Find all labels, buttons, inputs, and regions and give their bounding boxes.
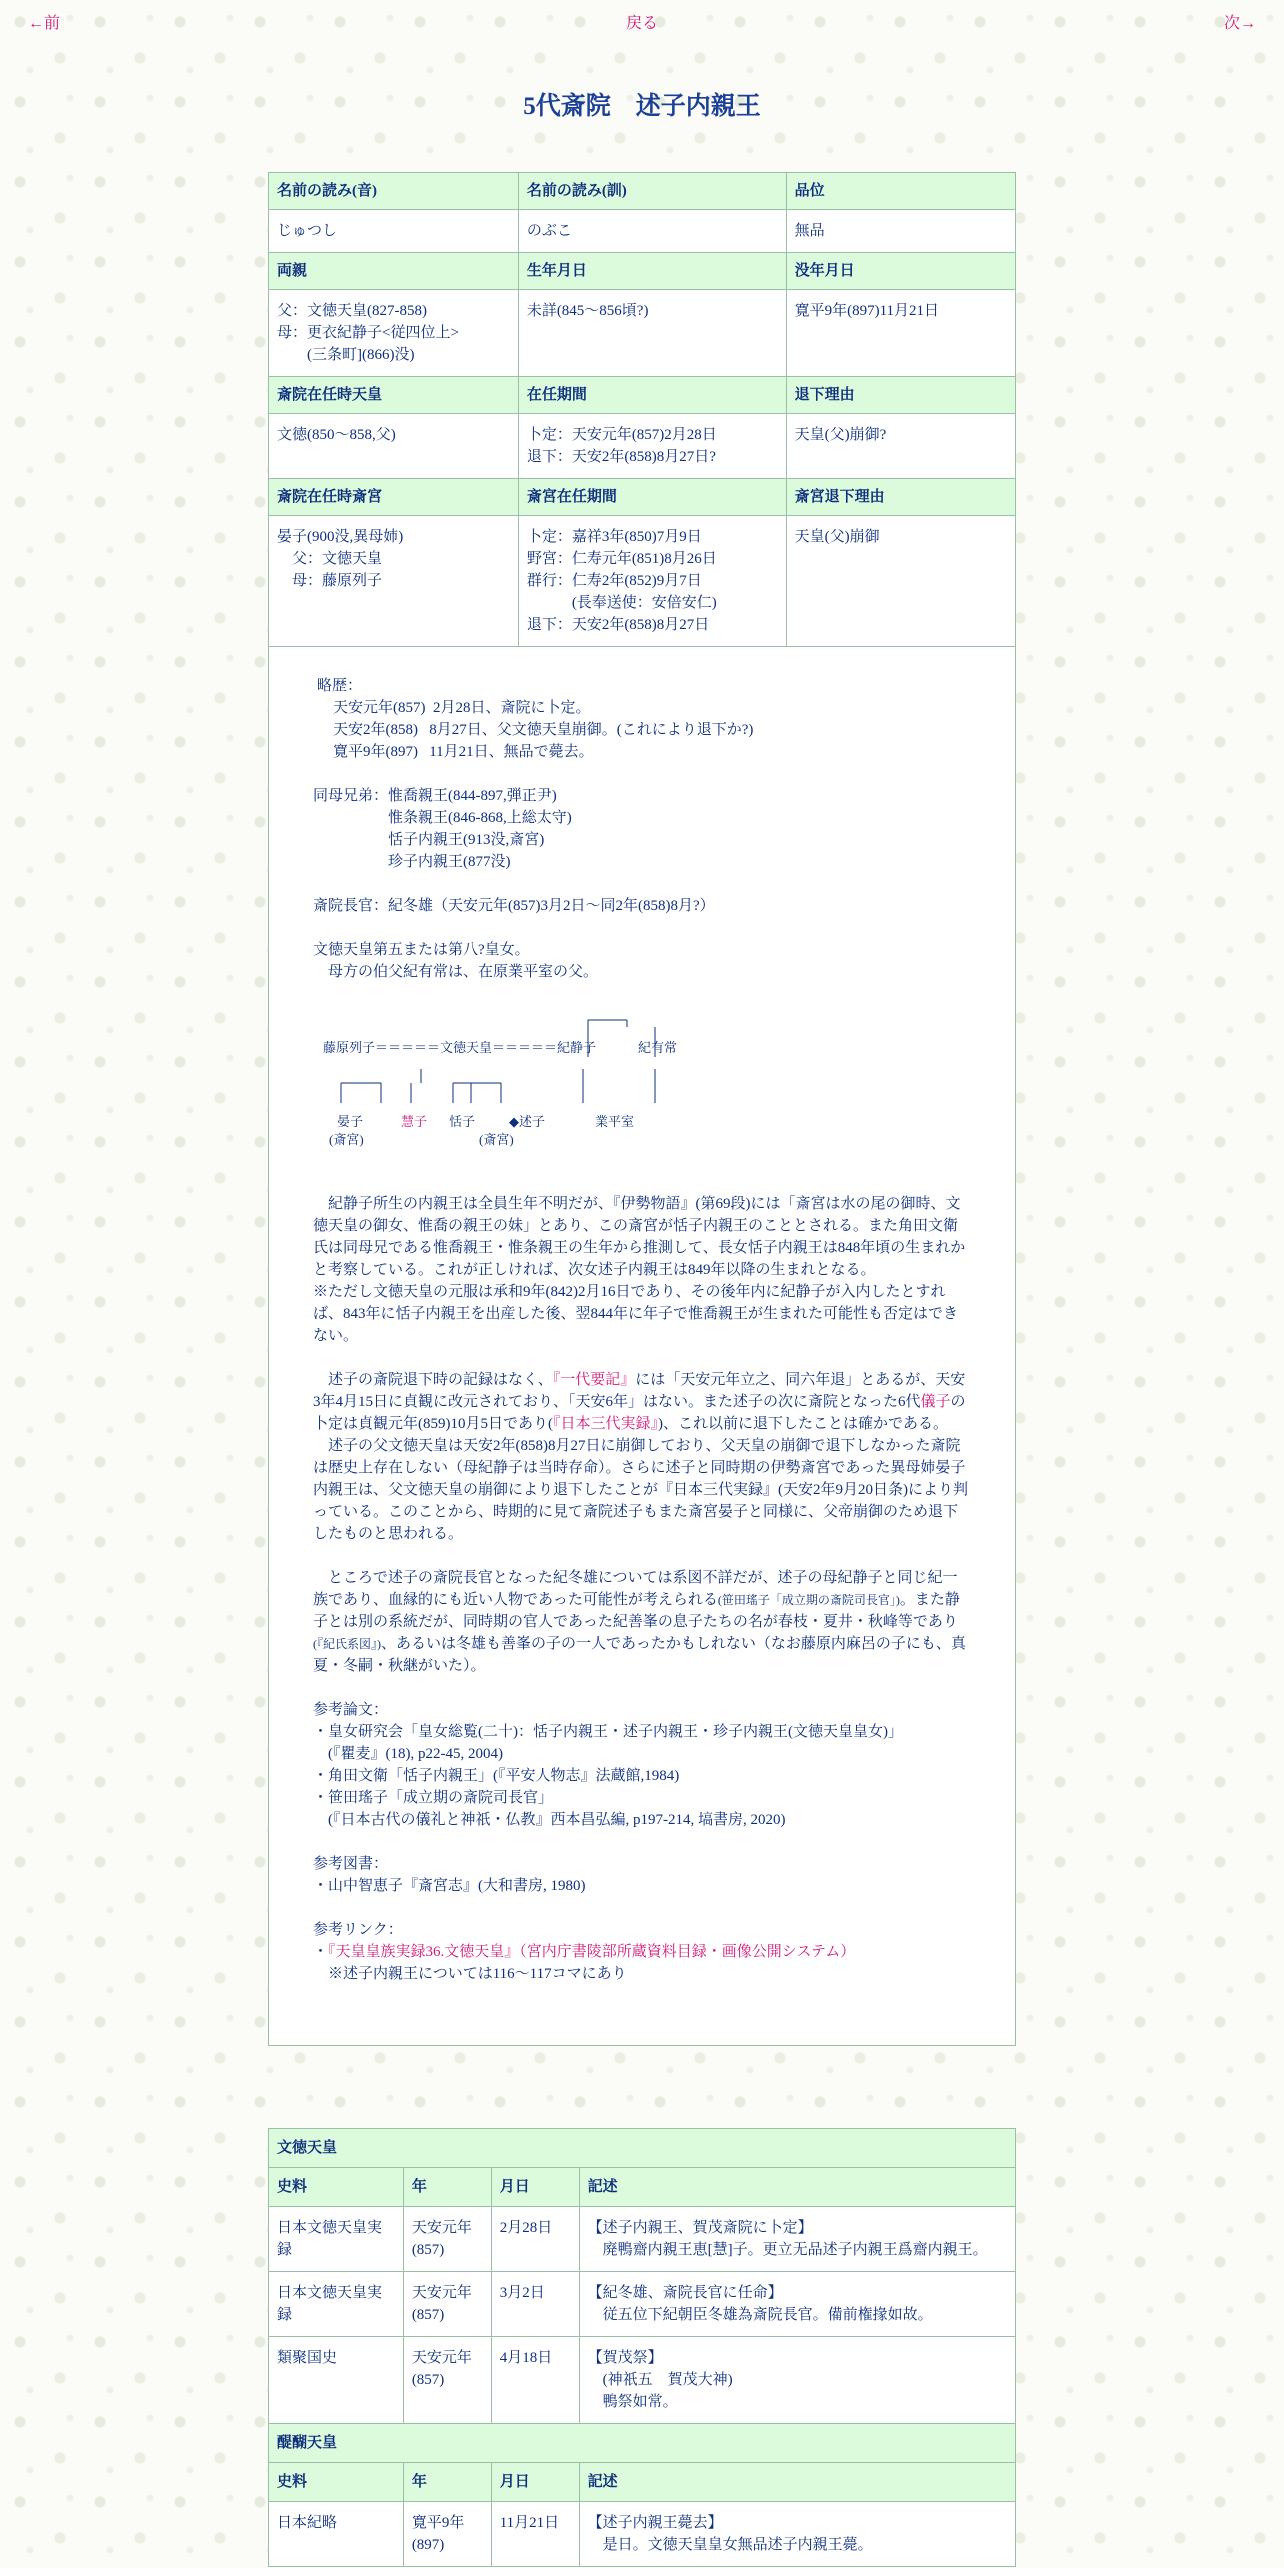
record-year: 天安元年(857) [403,2272,491,2337]
ref-line: (『瞿麦』(18), p22-45, 2004) [313,1746,503,1762]
node-anshi: 晏子 [337,1114,364,1129]
saigu-line: 父：文徳天皇 [277,551,383,567]
col-source: 史料 [269,2463,404,2502]
p4-note2: (『紀氏系図』) [313,1637,381,1651]
history [313,675,971,763]
siblings [313,785,971,873]
sibling: 珍子内親王(877没) [388,854,511,870]
saigu [269,516,519,647]
col-desc: 記述 [579,2463,1015,2502]
header-name-kun: 名前の読み(訓) [518,173,786,210]
node-yasuko: 恬子 [449,1114,476,1129]
record-date: 2月28日 [491,2207,579,2272]
info-table [268,172,1016,2046]
node-keishi[interactable]: 慧子 [401,1114,428,1129]
saigu-line: 母：藤原列子 [277,573,383,589]
retire: 天皇(父)崩御? [786,414,1015,479]
record-text: 是日。文徳天皇皇女無品述子内親王薨。 [602,2537,873,2553]
ichidai-link[interactable]: 『一代要記』 [552,1372,636,1388]
gishi-link[interactable]: 儀子 [920,1394,951,1410]
node-nobuko: ◆述子 [509,1114,545,1129]
biography [269,647,1016,2046]
record-year: 天安元年(857) [403,2207,491,2272]
node-resshi: 藤原列子＝＝＝＝＝文徳天皇＝＝＝＝＝紀静子 [323,1040,597,1055]
paragraph-1 [313,1193,971,1347]
header-saigu-term: 斎宮在任期間 [518,479,786,516]
p1b: ※ただし文徳天皇の元服は承和9年(842)2月16日であり、その後年内に紀静子が入内したとすれば、843年に恬子内親王を出産した後、翌844年に年子で惟喬親王が生まれた可能性も否定はできない。 [313,1284,959,1344]
genealogy-lines [323,1005,763,1175]
history-line: 天安元年(857) 2月28日、斎院に卜定。 [333,700,591,716]
ref-line: ・角田文衛「恬子内親王」(『平安人物志』法蔵館,1984) [313,1768,680,1784]
col-date: 月日 [491,2463,579,2502]
record-source: 日本紀略 [269,2502,404,2567]
links [313,1919,971,1985]
col-date: 月日 [491,2168,579,2207]
name-kun: のぶこ [518,210,786,253]
record-text: 廃鴨齋内親王恵[慧]子。更立无品述子内親王爲齋内親王。 [602,2242,988,2258]
col-year: 年 [403,2168,491,2207]
kunaicho-link[interactable]: （宮内庁書陵部所蔵資料目録・画像公開システム） [519,1944,856,1960]
table-row [269,2337,1016,2424]
links-note: ※述子内親王については116～117コマにあり [313,1966,627,1982]
record-desc [579,2502,1015,2567]
refs [313,1699,971,1831]
node-anshi-note: (斎宮) [329,1132,364,1147]
mother-note: (三条町](866)没) [277,347,415,363]
record-desc [579,2272,1015,2337]
col-source: 史料 [269,2168,404,2207]
paragraph-2 [313,1369,971,1435]
node-narihira: 業平室 [595,1114,635,1129]
record-date: 11月21日 [491,2502,579,2567]
p4a: ところで述子の斎院長官となった紀冬雄については系図不詳だが、述子の母紀静子と同じ紀一族であり、血縁的にも近い人物であった可能性が考えられる [313,1570,958,1608]
sandai-link[interactable]: 『日本三代実録』 [553,1416,659,1432]
term-line: 卜定：天安元年(857)2月28日 [526,427,717,443]
header-term: 在任期間 [518,377,786,414]
emperor-heading: 文徳天皇 [269,2129,1016,2168]
history-line: 寛平9年(897) 11月21日、無品で薨去。 [333,744,594,760]
death: 寛平9年(897)11月21日 [786,290,1015,377]
jitsuroku-link[interactable]: 『天皇皇族実録36.文徳天皇』 [328,1944,520,1960]
p1: 紀静子所生の内親王は全員生年不明だが、『伊勢物語』(第69段)には「斎宮は水の尾の御時、文徳天皇の御女、惟喬の親王の妹」とあり、この斎宮が恬子内親王のこととされる。また角田文衛氏は同母兄である惟喬親王・惟条親王の生年から推測して、長女恬子内親王は848年頃の生まれかと考察している。これが正しければ、次女述子内親王は849年以降の生まれとなる。 [313,1196,966,1278]
p4b: 。また静子とは別の系統だが、同時期の官人であった紀善峯の息子たちの名が春枝・夏井・秋峰等であり [313,1592,960,1630]
header-rank: 品位 [786,173,1015,210]
ref-line: ・笹田瑤子「成立期の斎院司長官」 [313,1790,554,1806]
record-source: 類聚国史 [269,2337,404,2424]
record-title: 【紀冬雄、斎院長官に任命】 [587,2285,783,2301]
header-death: 没年月日 [786,253,1015,290]
header-birth: 生年月日 [518,253,786,290]
record-title: 【賀茂祭】 [587,2350,663,2366]
paragraph-3: 述子の父文徳天皇は天安2年(858)8月27日に崩御しており、父天皇の崩御で退下しなかった斎院は歴史上存在しない（母紀静子は当時存命）。さらに述子と同時期の伊勢斎宮であった異母姉晏子内親王は、父文徳天皇の崩御により退下したことが『日本三代実録』(天安2年9月20日条)により判っている。このことから、時期的に見て斎院述子もまた斎宮晏子と同様に、父帝崩御のため退下したものと思われる。 [313,1438,968,1542]
book-line: ・山中智恵子『斎宮志』(大和書房, 1980) [313,1878,586,1894]
records-table [268,2128,1016,2567]
p2d: )、これ以前に退下したことは確かである。 [658,1416,949,1432]
p4c: 、あるいは冬雄も善峯の子の一人であったかもしれない（なお藤原内麻呂の子にも、真夏・冬嗣・秋継がいた）。 [313,1636,966,1674]
p2b: には「天安元年立之、同六年退」とあるが、天安3年4月15日に貞観に改元されており、「天安6年」はない。また述子の次に斎院となった6代 [313,1372,966,1410]
ref-line: ・皇女研究会「皇女総覧(二十)：恬子内親王・述子内親王・珍子内親王(文徳天皇皇女)」 [313,1724,903,1740]
saigu-term-line: 群行：仁寿2年(852)9月7日 [526,573,702,589]
record-date: 4月18日 [491,2337,579,2424]
node-nobuko-note: (斎宮) [479,1132,514,1147]
genealogy-chart [323,1005,763,1175]
next-link[interactable]: 次→ [1223,15,1256,32]
record-desc [579,2207,1015,2272]
books [313,1853,971,1897]
header-emperor: 斎院在任時天皇 [269,377,519,414]
record-source: 日本文徳天皇実録 [269,2272,404,2337]
record-desc [579,2337,1015,2424]
header-saigu: 斎院在任時斎宮 [269,479,519,516]
link-bullet: ・ [313,1944,329,1960]
record-year: 天安元年(857) [403,2337,491,2424]
table-row [269,2502,1016,2567]
col-year: 年 [403,2463,491,2502]
prev-link[interactable]: ←前 [28,15,61,32]
term [518,414,786,479]
history-line: 天安2年(858) 8月27日、父文徳天皇崩御。(これにより退下か?) [333,722,754,738]
siblings-head: 同母兄弟： [313,788,389,804]
saigu-term-line: 野宮：仁寿元年(851)8月26日 [526,551,717,567]
ref-line: (『日本古代の儀礼と神祇・仏教』西本昌弘編, p197-214, 塙書房, 2020) [313,1812,786,1828]
record-text: (神祇五 賀茂大神) 鴨祭如常。 [602,2372,733,2410]
books-head: 参考図書： [313,1856,389,1872]
p4-note1: (笹田瑤子「成立期の斎院司長官」) [717,1593,900,1607]
page-title: 5代斎院 述子内親王 [523,93,761,120]
daughter-line: 文徳天皇第五または第八?皇女。 [313,942,530,958]
record-text: 従五位下紀朝臣冬雄為斎院長官。備前権掾如故。 [602,2307,933,2323]
saigu-term-line: 卜定：嘉祥3年(850)7月9日 [526,529,702,545]
header-retire: 退下理由 [786,377,1015,414]
father: 父：文徳天皇(827-858) [277,303,427,319]
record-source: 日本文徳天皇実録 [269,2207,404,2272]
rank: 無品 [786,210,1015,253]
name-on: じゅつし [269,210,519,253]
record-year: 寛平9年(897) [403,2502,491,2567]
term-line: 退下：天安2年(858)8月27日? [526,449,716,465]
chokan: 斎院長官：紀冬雄（天安元年(857)3月2日～同2年(858)8月?） [313,898,715,914]
record-date: 3月2日 [491,2272,579,2337]
saigu-line: 晏子(900没,異母姉) [277,529,404,545]
daughter-line: 母方の伯父紀有常は、在原業平室の父。 [313,964,599,980]
back-link[interactable]: 戻る [626,15,659,32]
sibling: 惟喬親王(844-897,弾正尹) [388,788,557,804]
record-title: 【述子内親王薨去】 [587,2515,723,2531]
parents [269,290,519,377]
history-head: 略歴： [317,678,363,694]
record-title: 【述子内親王、賀茂斎院に卜定】 [587,2220,813,2236]
links-head: 参考リンク： [313,1922,403,1938]
mother: 母：更衣紀静子<従四位上> [277,325,459,341]
header-name-on: 名前の読み(音) [269,173,519,210]
refs-head: 参考論文： [313,1702,389,1718]
birth: 未詳(845～856頃?) [518,290,786,377]
emperor: 文徳(850～858,父) [269,414,519,479]
table-row [269,2272,1016,2337]
p2a: 述子の斎院退下時の記録はなく、 [328,1372,553,1388]
emperor-heading: 醍醐天皇 [269,2424,1016,2463]
saigu-term-line: (長奉送使：安倍安仁) [526,595,717,611]
saigu-term-line: 退下：天安2年(858)8月27日 [526,617,710,633]
saigu-retire: 天皇(父)崩御 [786,516,1015,647]
saigu-term [518,516,786,647]
col-desc: 記述 [579,2168,1015,2207]
daughter [313,939,971,983]
paragraph-4 [313,1567,971,1677]
node-aritsune: 紀有常 [638,1040,678,1055]
sibling: 惟条親王(846-868,上総太守) [388,810,572,826]
header-parents: 両親 [269,253,519,290]
p2c: の卜定は貞観元年(859)10月5日であり( [313,1394,966,1432]
sibling: 恬子内親王(913没,斎宮) [388,832,545,848]
table-row [269,2207,1016,2272]
header-saigu-retire: 斎宮退下理由 [786,479,1015,516]
